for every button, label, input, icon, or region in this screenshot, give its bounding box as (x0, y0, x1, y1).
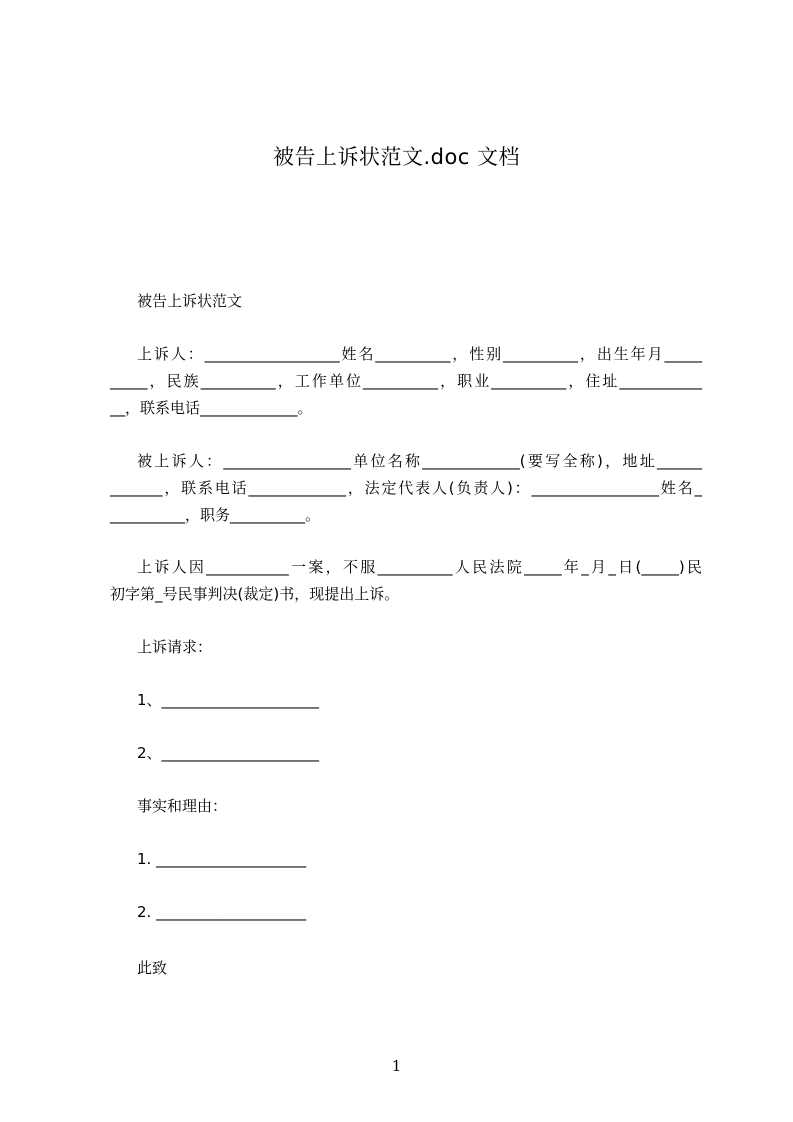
appellant-line-1: 上诉人：__________________姓名__________，性别__________，出生年月_____ (137, 345, 702, 363)
document-title: 被告上诉状范文.doc 文档 (272, 145, 521, 169)
appellee-line-3: __________，职务__________。 (110, 506, 321, 524)
fact-item-1: 1. ____________________ (137, 850, 307, 868)
appellee-line-1: 被上诉人：_________________单位名称_____________(要写全称)，地址______ (137, 452, 702, 470)
appellant-line-2: _____，民族__________，工作单位__________，职业__________，住址___________ (110, 372, 702, 390)
statement-line-2: 初字第_号民事判决(裁定)书，现提出上诉。 (110, 585, 400, 603)
document-subtitle: 被告上诉状范文 (137, 292, 243, 310)
closing-text: 此致 (137, 959, 168, 977)
appellee-line-2: _______，联系电话_____________，法定代表人(负责人)：_________________姓名_ (110, 479, 702, 497)
appeal-request-item-1: 1、_____________________ (137, 691, 320, 709)
fact-item-2: 2. ____________________ (137, 903, 307, 921)
appeal-requests-heading: 上诉请求： (137, 638, 213, 656)
appeal-request-item-2: 2、_____________________ (137, 744, 320, 762)
page-number: 1 (391, 1057, 402, 1075)
statement-line-1: 上诉人因___________一案，不服__________人民法院_____年_月_日(_____)民 (137, 558, 702, 576)
appellant-line-3: __，联系电话_____________。 (110, 399, 313, 417)
facts-and-reasons-heading: 事实和理由： (137, 797, 228, 815)
